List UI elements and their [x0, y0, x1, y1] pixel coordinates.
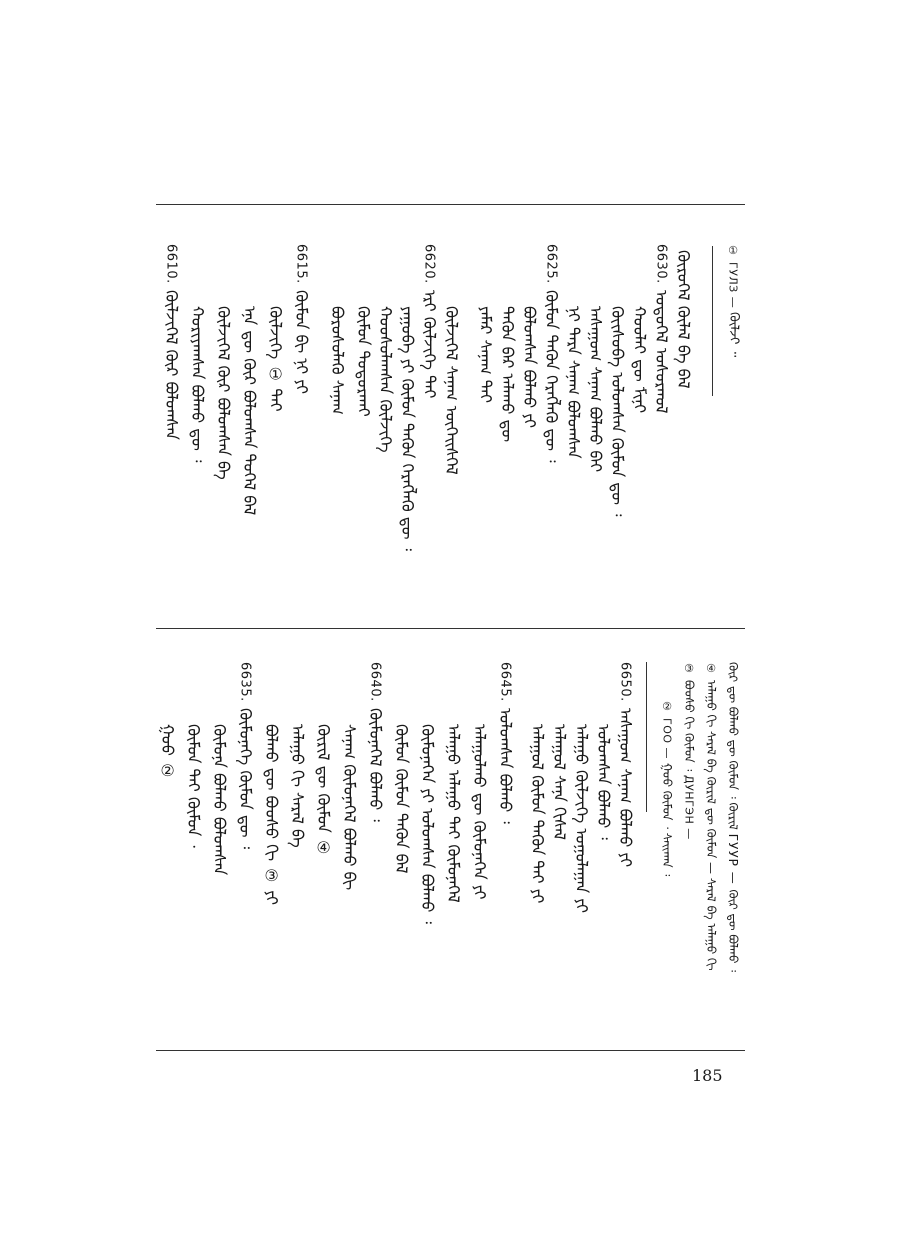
- line-number: 6625.: [543, 244, 559, 284]
- upper-line: [186, 300, 208, 463]
- line-number: 6630.: [653, 244, 669, 284]
- line-text: ᠡᠷᠢ ᠭᠦᠯᠵᠢᠭᠡ ᠲᠡᠢ: [420, 289, 439, 399]
- lower-line: [390, 718, 412, 874]
- top-rule: [156, 204, 745, 205]
- line-text: ᠤᠯᠤᠭᠰᠠᠨ ᠪᠣᠯᠬᠣ ᠄: [496, 707, 515, 824]
- upper-line: [606, 300, 628, 517]
- line-text: ᠪᠣᠯᠬᠣ ᠳᠦ ᠪᠣᠣᠰᠣ ᠬᠢ ③ ᠶᠢ: [262, 724, 281, 906]
- lower-footnote: [656, 700, 678, 876]
- middle-rule: [156, 628, 745, 629]
- line-text: ᠭᠣᠣ ②: [158, 724, 177, 781]
- lower-line: [312, 718, 334, 857]
- lower-footnote: [700, 662, 722, 970]
- footnote-marker: ②: [660, 700, 674, 714]
- lower-line: [416, 718, 438, 924]
- line-text: ᠬᠦᠮᠦᠨ ᠪᠢ ᠨᠢ ᠶᠢ: [292, 289, 311, 394]
- line-text: ᠬᠦᠮᠦᠨ ᠲᠣᠳᠣᠷᠬᠠᠢ: [354, 306, 373, 417]
- upper-line: [374, 300, 396, 453]
- line-text: ᠰᠠᠨᠠᠭ ᠬᠦᠮᠦᠨᠡᠭᠡᠯ ᠪᠣᠯᠬᠣ ᠪᠢ: [340, 724, 359, 891]
- line-text: ᠬᠦᠮᠦᠨᠡ ᠪᠣᠯᠬᠣ ᠪᠣᠯᠤᠭᠰᠠᠨ: [210, 724, 229, 876]
- line-text: ᠶᠠᠭᠤᠪᠠ ᠶᠢ ᠬᠦᠮᠦᠨ ᠲᠡᠭᠦᠨ ᠬᠡᠷᠡᠭᠯᠡᠬᠦ ᠳᠦ ᠄: [398, 306, 417, 552]
- lower-line: [338, 718, 360, 890]
- line-text: ᠠᠯᠠᠭᠤᠯ ᠰᠠᠨᠠ ᠬᠢᠰᠡᠯ: [550, 724, 569, 840]
- upper-footnote-separator: [712, 246, 713, 396]
- footnote-gloss: ДУНГЭН —: [682, 774, 696, 840]
- line-number: 6645.: [497, 662, 513, 702]
- line-text: ᠠᠯᠠᠭᠤᠯ ᠬᠦᠮᠦᠨ ᠲᠡᠭᠦᠨ ᠲᠠᠢ ᠶᠢ: [528, 724, 547, 904]
- upper-line: [496, 300, 518, 442]
- line-text: ᠠᠯᠠᠭᠤ ᠠᠯᠠᠭᠤ ᠲᠡᠢ ᠬᠦᠮᠦᠨᠡᠭᠡᠯ: [444, 724, 463, 903]
- upper-line: [160, 244, 182, 440]
- footnote-marker: ④: [704, 662, 718, 676]
- lower-line: [494, 662, 516, 824]
- upper-line: [672, 244, 694, 389]
- line-text: ᠭᠦᠯᠵᠢᠭᠡᠯ ᠭᠦᠷ ᠪᠣᠯᠤᠭᠰᠠᠨ: [162, 289, 181, 440]
- lower-line: [234, 662, 256, 849]
- line-text: ᠭᠦᠯᠵᠢᠭᠡᠯ ᠭᠦᠷ ᠪᠣᠯᠤᠭᠰᠠᠨ ᠪᠡ: [214, 306, 233, 480]
- lower-line: [526, 718, 548, 903]
- lower-line: [570, 718, 592, 913]
- upper-line: [290, 244, 312, 394]
- line-text: ᠲᠡᠭᠦᠨ ᠪᠡᠷ ᠠᠯᠠᠬᠤ ᠳᠦ: [498, 306, 517, 443]
- lower-line: [364, 662, 386, 822]
- line-text: ᠠᠯᠠᠭᠤ ᠬᠢ ᠰᠡᠷᠡᠯ ᠪᠡ: [288, 724, 307, 848]
- line-text: ᠭᠦᠯᠵᠢᠭᠡᠯ ᠰᠠᠨᠠᠭ ᠦᠭᠡᠢᠰᠬᠡᠯ: [442, 306, 461, 475]
- line-text: ᠪᠣᠯᠤᠭᠰᠠᠨ ᠪᠣᠯᠬᠣ ᠶᠢ: [520, 306, 539, 429]
- footnote-marker: ③: [682, 662, 696, 676]
- line-text: ᠭᠦᠷᠦᠭᠡᠯ ᠬᠦᠯᠡᠯ ᠪᠡ ᠪᠡᠯ: [674, 250, 693, 389]
- footnote-text: ᠭᠦᠷ ᠳᠦ ᠪᠣᠯᠬᠣ ᠳᠦ ᠬᠦᠮᠦᠨ ᠄ ᠭᠦᠷᠢᠯ ГУУР — ᠭᠦᠷ ᠳᠦ ᠪᠣᠯᠬᠣ ᠄: [726, 662, 740, 973]
- line-number: 6650.: [617, 662, 633, 702]
- lower-line: [286, 718, 308, 848]
- upper-line: [418, 244, 440, 398]
- line-text: ᠬᠦᠮᠦᠨᠡᠭᠡᠯ ᠪᠣᠯᠬᠣ ᠄: [366, 707, 385, 822]
- page-number: 185: [692, 1066, 723, 1085]
- lower-footnote: [722, 662, 744, 972]
- footnote-gloss: ГОО —: [660, 717, 674, 759]
- lower-line: [260, 718, 282, 905]
- line-text: ᠬᠦᠮᠦᠨᠡᠭᠡ ᠬᠦᠮᠦᠨ ᠳᠦ ᠄: [236, 707, 255, 849]
- line-number: 6620.: [421, 244, 437, 284]
- upper-line: [628, 300, 650, 413]
- bottom-rule: [156, 1050, 745, 1051]
- line-text: ᠭᠦᠷᠢᠯ ᠳᠦ ᠬᠦᠮᠦᠨ ④: [314, 724, 333, 857]
- line-text: ᠣᠳᠣᠭᠡᠯ ᠣᠰᠣᠷᠬᠣᠯ: [652, 289, 671, 414]
- line-text: ᠬᠣᠣᠰᠣᠯᠠᠭᠰᠠᠨ ᠭᠦᠯᠵᠢᠭᠡ: [376, 306, 395, 453]
- footnote-text: ᠭᠣᠣ ᠬᠦᠮᠦᠨ ᠂ ᠰᠠᠢᠬᠠᠨ ᠄: [660, 762, 674, 876]
- line-text: ᠠᠯᠠᠭᠤᠯᠬᠣ ᠳᠦ ᠬᠦᠮᠦᠨᠡᠭᠡᠨ ᠶᠢ: [470, 724, 489, 900]
- lower-line: [614, 662, 636, 867]
- line-text: ᠨᠢ ᠲᠡᠷᠡ ᠰᠠᠨᠠᠭ ᠪᠣᠯᠤᠭᠰᠠᠨ: [564, 306, 583, 459]
- footnote-text: ᠪᠣᠣᠰᠣ ᠬᠢ ᠬᠦᠮᠦᠨ ᠄: [682, 679, 696, 771]
- line-text: ᠠᠯᠠᠭᠤ ᠭᠦᠯᠵᠢᠭᠡ ᠤᠭᠤᠯᠠᠭᠠᠨ ᠶᠢ: [572, 724, 591, 914]
- upper-line: [562, 300, 584, 459]
- upper-line: [352, 300, 374, 417]
- line-text: ᠠᠰᠠᠭᠤᠭ ᠰᠠᠨᠠᠭ ᠪᠣᠯᠬᠣ ᠪᠠᠢ: [586, 306, 605, 473]
- upper-line: [326, 300, 348, 415]
- line-text: ᠬᠦᠮᠦᠨ ᠲᠡᠭᠦᠨ ᠬᠡᠷᠡᠭᠯᠡᠬᠦ ᠳᠦ ᠄: [542, 289, 561, 463]
- line-text: ᠬᠣᠣᠯᠠᠢ ᠳᠦ ᠮᠢᠨᠢ: [630, 306, 649, 414]
- line-text: ᠤᠯᠤᠭᠰᠠᠨ ᠪᠣᠯᠬᠣ ᠄: [594, 724, 613, 840]
- upper-line: [396, 300, 418, 551]
- lower-line: [208, 718, 230, 875]
- lower-line: [182, 718, 204, 848]
- footnote-text: ᠠᠯᠠᠭᠤ ᠬᠢ ᠰᠡᠷᠡᠯ ᠪᠡ ᠭᠦᠷᠢᠯ ᠳᠦ ᠬᠦᠮᠦᠨ — ᠰᠡᠷᠡᠯ ᠪᠡ ᠠᠯᠠᠭᠤ ᠬᠢ: [704, 679, 718, 971]
- line-text: ᠬᠦᠮᠦᠨᠡᠭᠡᠨ ᠶᠢ ᠤᠯᠤᠭᠰᠠᠨ ᠪᠣᠯᠬᠣ ᠄: [418, 724, 437, 924]
- lower-line: [468, 718, 490, 900]
- upper-line: [212, 300, 234, 480]
- line-text: ᠬᠣᠷᠢᠶᠠᠭᠰᠠᠨ ᠪᠣᠯᠬᠣ ᠳᠦ ᠄: [188, 306, 207, 463]
- line-text: ᠡᠨᠡ ᠳᠦ ᠭᠦᠷ ᠪᠣᠯᠤᠭᠰᠠᠨ ᠲᠣᠭᠡᠯ ᠪᠡᠯ: [240, 306, 259, 516]
- line-text: ᠭᠦᠯᠵᠢᠭᠡ ① ᠲᠡᠢ: [266, 306, 285, 412]
- upper-line: [264, 300, 286, 412]
- line-text: ᠪᠣᠷᠣᠰᠣᠯᠡᠬᠦ ᠰᠠᠨᠠᠭ: [328, 306, 347, 415]
- line-number: 6615.: [293, 244, 309, 284]
- upper-line: [474, 300, 496, 403]
- upper-line: [540, 244, 562, 462]
- lower-line: [548, 718, 570, 840]
- footnote-text: ᠭᠦᠯᠵᠢ ᠃: [726, 311, 741, 357]
- line-text: ᠬᠦᠮᠦᠨ ᠬᠦᠮᠦᠨ ᠲᠡᠭᠦᠨ ᠪᠡᠯ: [392, 724, 411, 874]
- line-text: ᠬᠦᠢᠰᠦᠪᠡ ᠤᠯᠤᠭᠰᠠᠨ ᠬᠦᠮᠦᠨ ᠳᠦ ᠄: [608, 306, 627, 517]
- lower-line: [442, 718, 464, 903]
- upper-footnote: [722, 244, 744, 357]
- footnote-marker: ①: [726, 244, 740, 258]
- footnote-gloss: ГУЛЗ —: [726, 261, 740, 308]
- line-number: 6635.: [237, 662, 253, 702]
- line-text: ᠶᠠᠮᠠᠷ ᠰᠠᠨᠠᠭ ᠲᠠᠢ: [476, 306, 495, 403]
- lower-line: [592, 718, 614, 840]
- line-text: ᠬᠦᠮᠦᠨ ᠲᠡᠢ ᠬᠦᠮᠦᠨ ᠂: [184, 724, 203, 848]
- upper-line: [440, 300, 462, 475]
- lower-line: [156, 718, 178, 780]
- lower-footnote: [678, 662, 700, 839]
- upper-line: [650, 244, 672, 413]
- line-text: ᠠᠰᠠᠭᠤᠭ ᠰᠠᠨᠠᠭ ᠪᠣᠯᠬᠣ ᠶᠢ: [616, 707, 635, 867]
- upper-line: [238, 300, 260, 515]
- line-number: 6610.: [163, 244, 179, 284]
- upper-line: [584, 300, 606, 472]
- lower-footnote-separator: [646, 662, 647, 812]
- line-number: 6640.: [367, 662, 383, 702]
- upper-line: [518, 300, 540, 428]
